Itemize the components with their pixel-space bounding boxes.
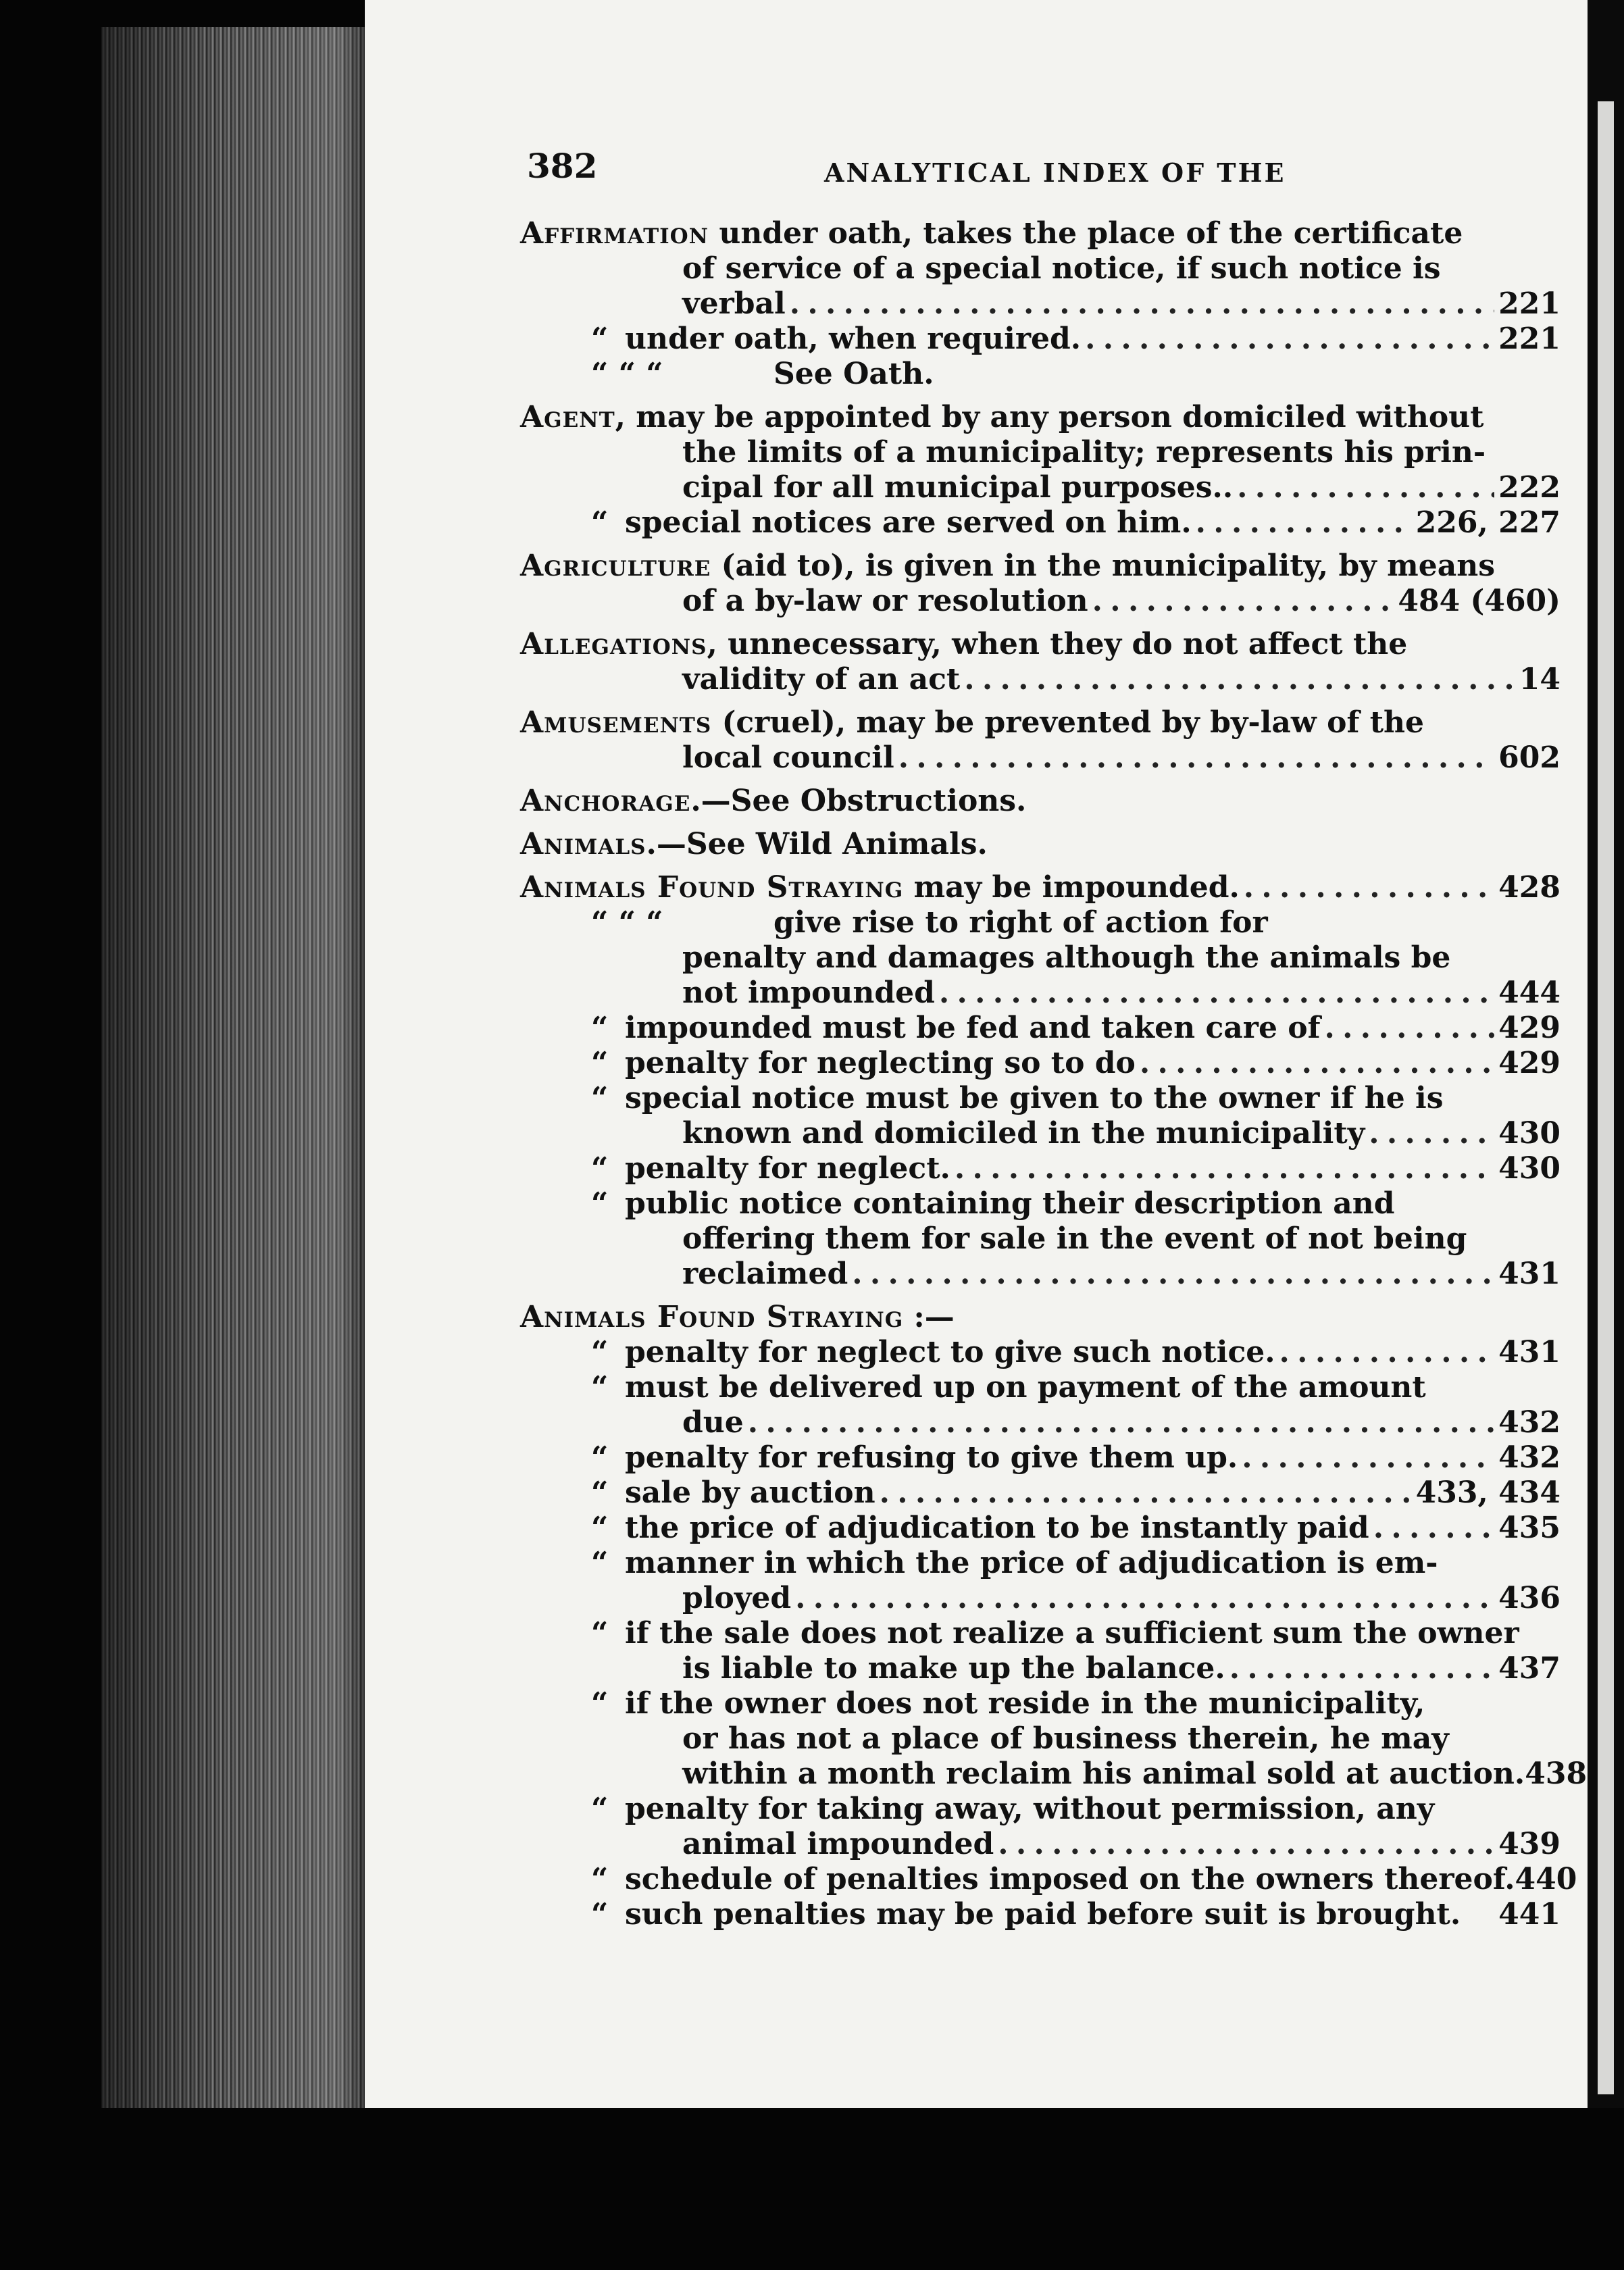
leader-dots — [955, 1151, 1494, 1186]
ditto-mark: “ — [591, 1616, 609, 1650]
index-headword: Anchorage — [520, 784, 691, 818]
ditto-mark: “ — [591, 1186, 609, 1221]
page-reference: 432 — [1498, 1405, 1560, 1440]
page-content — [520, 135, 1588, 1932]
index-line — [520, 322, 1560, 357]
index-line-text: penalty for neglecting so to do — [625, 1046, 1136, 1080]
index-line — [520, 1792, 1560, 1827]
index-line — [520, 1335, 1560, 1370]
ditto-mark: “ — [591, 322, 609, 356]
index-line — [520, 1151, 1560, 1186]
index-line — [520, 627, 1560, 662]
index-line-text: animal impounded — [682, 1827, 994, 1861]
index-line-text: special notice must be given to the owner if he is — [625, 1081, 1444, 1115]
page-edge-shadow — [101, 27, 365, 2108]
index-headword: Allegations — [520, 627, 707, 661]
index-line — [520, 216, 1560, 251]
ditto-mark: “ — [591, 1511, 609, 1545]
page-reference: 430 — [1498, 1151, 1560, 1186]
index-line-text: such penalties may be paid before suit is brought. — [625, 1897, 1461, 1932]
page-reference: 221 — [1498, 322, 1560, 356]
ditto-mark: “ — [591, 1081, 609, 1115]
ditto-mark: “ — [591, 1862, 609, 1896]
running-head: ANALYTICAL INDEX OF THE — [824, 157, 1286, 188]
page-reference: 431 — [1498, 1335, 1560, 1369]
index-line-text: impounded must be fed and taken care of — [625, 1011, 1321, 1045]
index-line — [520, 976, 1560, 1011]
page-reference: 429 — [1498, 1046, 1560, 1080]
index-line — [520, 1546, 1560, 1581]
page-reference: 437 — [1498, 1651, 1560, 1686]
ditto-mark: “ — [591, 1897, 609, 1932]
index-line — [520, 1081, 1560, 1116]
index-line — [520, 1651, 1560, 1686]
index-line-text: penalty for refusing to give them up. — [625, 1440, 1238, 1475]
index-line — [520, 1370, 1560, 1405]
leader-dots — [1325, 1011, 1495, 1046]
index-line — [520, 251, 1560, 286]
index-entry — [520, 549, 1560, 619]
index-line — [520, 905, 1560, 940]
index-line-text: under oath, when required. — [625, 322, 1082, 356]
leader-dots — [1092, 584, 1394, 619]
page-reference: 221 — [1498, 286, 1560, 321]
index-line — [520, 1011, 1560, 1046]
page-reference: 438 — [1525, 1757, 1588, 1791]
index-line-text: reclaimed — [682, 1257, 848, 1291]
index-line — [520, 470, 1560, 505]
ditto-mark: “ “ “ — [591, 357, 663, 391]
index-line-text: not impounded — [682, 976, 935, 1010]
leader-dots — [1237, 470, 1494, 505]
index-line-text: must be delivered up on payment of the amount — [625, 1370, 1426, 1405]
index-headword: Affirmation — [520, 216, 709, 251]
leader-dots — [1373, 1511, 1494, 1546]
index-line — [520, 400, 1560, 435]
ditto-mark: “ — [591, 1792, 609, 1826]
index-entry — [520, 400, 1560, 540]
index-line-text: known and domiciled in the municipality — [682, 1116, 1365, 1151]
ditto-mark: “ “ “ — [591, 905, 663, 940]
index-line — [520, 1476, 1560, 1511]
ditto-mark: “ — [591, 1046, 609, 1080]
index-line-text: See Oath. — [773, 357, 934, 391]
leader-dots — [1244, 870, 1494, 905]
page-reference: 14 — [1519, 662, 1560, 697]
facing-page-edge — [1598, 101, 1614, 2094]
index-line-text: verbal — [682, 286, 786, 321]
index-line-text: or has not a place of business therein, he may — [682, 1721, 1449, 1756]
index-line — [520, 1511, 1560, 1546]
leader-dots — [898, 740, 1494, 776]
index-line — [520, 505, 1560, 540]
index-line-text: ployed — [682, 1581, 792, 1615]
index-line-text: of service of a special notice, if such notice is — [682, 251, 1441, 286]
page-reference: 431 — [1498, 1257, 1560, 1291]
index-line — [520, 1300, 1560, 1335]
index-headword: Amusements — [520, 705, 712, 740]
page-reference: 436 — [1498, 1581, 1560, 1615]
index-line-text: special notices are served on him. — [625, 505, 1192, 540]
index-entry — [520, 705, 1560, 776]
index-line — [520, 1221, 1560, 1257]
index-line — [520, 1897, 1560, 1932]
index-headword: Agent — [520, 400, 615, 434]
index-line — [520, 1686, 1560, 1721]
index-line — [520, 1827, 1560, 1862]
index-line-text: the limits of a municipality; represents his prin- — [682, 435, 1486, 470]
index-line-text: schedule of penalties imposed on the owners thereof. — [625, 1862, 1515, 1896]
index-entry — [520, 827, 1560, 862]
ditto-mark: “ — [591, 1686, 609, 1721]
page-number: 382 — [527, 146, 598, 186]
index-line — [520, 1757, 1588, 1792]
index-headword: Animals Found Straying — [520, 870, 904, 905]
leader-dots — [964, 662, 1515, 697]
page-reference: 432 — [1498, 1440, 1560, 1475]
leader-dots — [939, 976, 1494, 1011]
page-reference: 428 — [1498, 870, 1560, 905]
index-entry — [520, 216, 1560, 392]
index-line-text: public notice containing their description and — [625, 1186, 1395, 1221]
index-line-text: , unnecessary, when they do not affect the — [707, 627, 1408, 661]
index-line-text: if the owner does not reside in the municipality, — [625, 1686, 1425, 1721]
index-line — [520, 740, 1560, 776]
leader-dots — [1279, 1335, 1495, 1370]
page-reference: 441 — [1498, 1897, 1560, 1932]
leader-dots — [1229, 1651, 1494, 1686]
page-reference: 602 — [1498, 740, 1560, 775]
leader-dots — [1369, 1116, 1494, 1151]
index-line — [520, 435, 1560, 470]
index-line — [520, 705, 1560, 740]
page-header — [520, 135, 1560, 203]
index-line-text: penalty for taking away, without permission, any — [625, 1792, 1435, 1826]
leader-dots — [1085, 322, 1494, 357]
index-entry — [520, 870, 1560, 1292]
page-reference: 444 — [1498, 976, 1560, 1010]
index-line-text: sale by auction — [625, 1476, 876, 1510]
index-line — [520, 1616, 1560, 1651]
index-line — [520, 1046, 1560, 1081]
ditto-mark: “ — [591, 1476, 609, 1510]
leader-dots — [1196, 505, 1412, 540]
ditto-mark: “ — [591, 1335, 609, 1369]
index-line-text: validity of an act — [682, 662, 961, 697]
index-line — [520, 1862, 1577, 1897]
index-line — [520, 1405, 1560, 1440]
index-line-text: under oath, takes the place of the certificate — [709, 216, 1463, 251]
page-reference: 430 — [1498, 1116, 1560, 1151]
index-line-text: .—See Wild Animals. — [646, 827, 988, 861]
index-line — [520, 1257, 1560, 1292]
leader-dots — [790, 286, 1494, 322]
index-line — [520, 286, 1560, 322]
ditto-mark: “ — [591, 1440, 609, 1475]
index-line — [520, 1440, 1560, 1476]
index-headword: Animals Found Straying — [520, 1300, 904, 1334]
page-reference: 440 — [1515, 1862, 1577, 1896]
page-reference: 435 — [1498, 1511, 1560, 1545]
index-line-text: give rise to right of action for — [773, 905, 1268, 940]
page-reference: 429 — [1498, 1011, 1560, 1045]
leader-dots — [795, 1581, 1494, 1616]
ditto-mark: “ — [591, 1370, 609, 1405]
ditto-mark: “ — [591, 505, 609, 540]
index-line — [520, 357, 1560, 392]
index-line — [520, 1116, 1560, 1151]
leader-dots — [852, 1257, 1494, 1292]
ditto-mark: “ — [591, 1011, 609, 1045]
index-line-text: the price of adjudication to be instantly paid — [625, 1511, 1369, 1545]
index-line — [520, 549, 1560, 584]
index-entry — [520, 1300, 1588, 1932]
leader-dots — [1242, 1440, 1494, 1476]
index-line-text: of a by-law or resolution — [682, 584, 1088, 618]
index-line-text: penalty and damages although the animals be — [682, 940, 1451, 975]
leader-dots — [1140, 1046, 1494, 1081]
page-reference: 226, 227 — [1415, 505, 1560, 540]
index-line-text: within a month reclaim his animal sold at auction. — [682, 1757, 1525, 1791]
page-reference: 439 — [1498, 1827, 1560, 1861]
index-headword: Animals — [520, 827, 646, 861]
index-line — [520, 1186, 1560, 1221]
page-reference: 222 — [1498, 470, 1560, 505]
index-line — [520, 870, 1560, 905]
leader-dots — [880, 1476, 1412, 1511]
index-line — [520, 584, 1560, 619]
leader-dots — [748, 1405, 1494, 1440]
index-line-text: offering them for sale in the event of not being — [682, 1221, 1467, 1256]
index-line-text: cipal for all municipal purposes.. — [682, 470, 1234, 505]
index-line-text: may be impounded. — [903, 870, 1240, 905]
ditto-mark: “ — [591, 1546, 609, 1580]
index-line-text: :— — [903, 1300, 955, 1334]
index-line — [520, 1581, 1560, 1616]
leader-dots — [998, 1827, 1494, 1862]
index-line — [520, 1721, 1560, 1757]
index-line-text: (aid to), is given in the municipality, by means — [711, 549, 1495, 583]
index-line — [520, 940, 1560, 976]
index-line — [520, 827, 1560, 862]
index-line-text: , may be appointed by any person domiciled without — [615, 400, 1484, 434]
index-line-text: manner in which the price of adjudication is em- — [625, 1546, 1438, 1580]
index-entry — [520, 627, 1560, 697]
index-entry — [520, 784, 1560, 819]
index-line-text: (cruel), may be prevented by by-law of the — [711, 705, 1425, 740]
index-line-text: penalty for neglect to give such notice. — [625, 1335, 1275, 1369]
index-line-text: penalty for neglect. — [625, 1151, 950, 1186]
index-line — [520, 784, 1560, 819]
index-line-text: is liable to make up the balance. — [682, 1651, 1225, 1686]
ditto-mark: “ — [591, 1151, 609, 1186]
index-headword: Agriculture — [520, 549, 711, 583]
index-line-text: if the sale does not realize a sufficient sum the owner — [625, 1616, 1519, 1650]
index-line-text: local council — [682, 740, 894, 775]
index-entries — [520, 216, 1588, 1932]
index-line-text: .—See Obstructions. — [690, 784, 1027, 818]
index-line — [520, 662, 1560, 697]
page-reference: 433, 434 — [1415, 1476, 1560, 1510]
page-reference: 484 (460) — [1398, 584, 1560, 618]
index-line-text: due — [682, 1405, 744, 1440]
